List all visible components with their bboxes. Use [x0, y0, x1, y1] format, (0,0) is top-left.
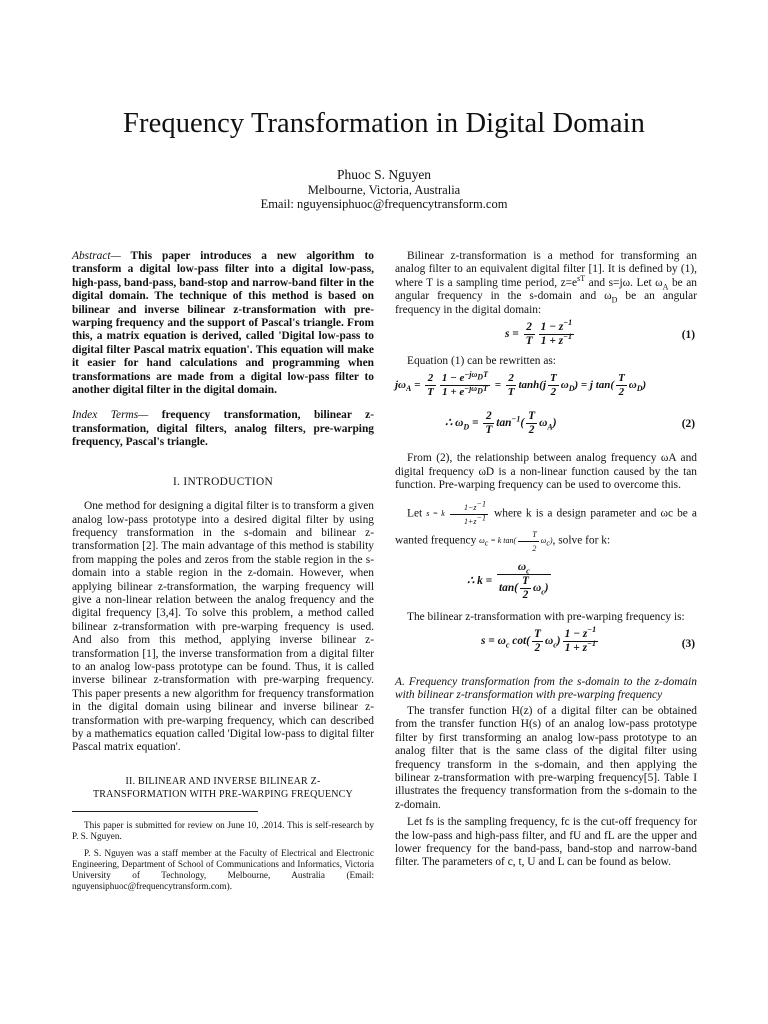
rewrite-label: Equation (1) can be rewritten as:	[407, 355, 556, 368]
equation-k: ∴ k = $\omega_c$ tan( $\frac{T}{2}$ $\omega_c$)	[467, 560, 549, 601]
transfer-function-paragraph: The transfer function H(z) of a digital filter can be obtained from the transfer function H(s) of an analog low-pass prototype filter by first transforming an analog low-pass prototype to an analog filter that is the same class of the digital filter using frequency transform in the s-domain, and then applying the bilinear z-transformation with pre-warping frequency[5]. Table I illustrates the frequency transformation from the s-domain to the z-domain.	[395, 704, 697, 811]
introduction-body: One method for designing a digital filter is to transform a given analog low-pass prototype into a desired digital filter by using frequency transformation in the s-domain and bilinear z-transformation [2]. The main advantage of this method is stability from mapping the poles and zeros from the stable region in the s-domain into a stable region in the z-domain. However, when applying bilinear z-transformation, the warping frequency will give a non-linear relation between the analog frequency and the digital frequency [3,4]. To solve this problem, a method called bilinear z-transformation with pre-warping frequency is used. And also from this method, applying inverse bilinear z-transformation [1], the inverse transformation from a digital filter to an analog low-pass prototype can be found. Thus, it is called inverse bilinear z-transformation with pre-warping frequency. This paper presents a new algorithm for frequency transformation in the digital domain using bilinear and inverse bilinear z-transformation with pre-warping frequency, which can described by a mathematics equation called 'Digital low-pass to digital filter Pascal matrix equation'.	[72, 500, 374, 754]
index-terms-lead: Index Terms—	[72, 409, 149, 422]
equation-1-number: (1)	[681, 329, 695, 342]
paper-title: Frequency Transformation in Digital Domain	[123, 108, 645, 139]
abstract-text: This paper introduces a new algorithm to transform a digital low-pass filter into a digital low-pass, high-pass, band-pass, band-stop and narrow-band filter in the digital domain. The technique of this method is based on bilinear and inverse bilinear z-transformation with pre-warping frequency and the support of Pascal's triangle. From this, a matrix equation is derived, called 'Digital low-pass to digital filter Pascal matrix equation'. This equation will make it easier for hand calculations and programming when transformations are made from a digital low-pass filter to another digital filter in the digital domain.	[72, 250, 374, 397]
subsection-heading-a: A. Frequency transformation from the s-domain to the z-domain with bilinear z-transformation with pre-warping frequency	[395, 676, 697, 702]
author-name: Phuoc S. Nguyen	[336, 167, 432, 182]
abstract	[72, 250, 374, 397]
author-affiliation: Melbourne, Victoria, Australia	[307, 183, 461, 197]
design-parameter-paragraph: Let s = k $\frac{1-z^{-1}}{1+z^{-1}}$ where k is a design parameter and ωc be a wanted frequency $\omega_c = k$ tan( $\frac{T}{2}$ $\omega_c$), solve for k:	[395, 499, 697, 553]
nonlinear-paragraph: From (2), the relationship between analog frequency ωA and digital frequency ωD is a non-linear function caused by the tan function. Pre-warping frequency can be used to overcome this.	[395, 452, 697, 492]
footnote-author: P. S. Nguyen was a staff member at the Faculty of Electrical and Electronic Engineering, Department of School of Communications and Informatics, Victoria University of Technology, Melbourne, Australia (Email: nguyensiphuoc@frequencytransform.com).	[72, 847, 374, 891]
index-terms	[72, 409, 374, 449]
equation-2-number: (2)	[681, 418, 695, 431]
equation-3-number: (3)	[681, 638, 695, 651]
section-heading-introduction: I. INTRODUCTION	[172, 475, 274, 488]
sampling-frequency-paragraph: Let fs is the sampling frequency, fc is the cut-off frequency for the low-pass and high-pass filter, and fU and fL are the upper and lower frequency for the band-pass, band-stop and narrow-band filter. The parameters of c, t, U and L can be found as below.	[395, 816, 697, 869]
footnote-review: This paper is submitted for review on June 10, .2014. This is self-research by P. S. Nguyen.	[72, 819, 374, 841]
abstract-lead: Abstract—	[72, 250, 121, 262]
equation-2a: $j\omega_A$ = $\frac{2}{T}$ $\frac{1 - e^{-j\omega_DT}}{1 + e^{-j\omega_DT}}$ = $\frac{2}{T}$ tanh(j $\frac{T}{2}$ $\omega_D) = j$ tan( $\frac{T}{2}$ $\omega_D$)	[395, 369, 647, 399]
right-column	[395, 250, 697, 870]
prewarp-label: The bilinear z-transformation with pre-warping frequency is:	[407, 610, 685, 623]
section-heading-bilinear: II. BILINEAR AND INVERSE BILINEAR Z-TRANSFORMATION WITH PRE-WARPING FREQUENCY	[93, 775, 353, 800]
equation-3: $s = \omega_c$ cot( $\frac{T}{2}$ $\omega_c$) $\frac{1 - z^{-1}}{1 + z^{-1}}$ (3)	[481, 625, 695, 655]
equation-2b: ∴ $\omega_D$ = $\frac{2}{T}$ $\tan^{-1}$( $\frac{T}{2}$ $\omega_A$) (2)	[445, 410, 695, 437]
equation-1: s = $\frac{2}{T}$ $\frac{1 - z^{-1}}{1 + z^{-1}}$ (1)	[505, 318, 695, 348]
author-email: Email: nguyensiphuoc@frequencytransform.com	[260, 197, 508, 211]
bilinear-intro-paragraph: Bilinear z-transformation is a method for transforming an analog filter to an equivalent digital filter [1]. It is defined by (1), where T is a sampling time period, $z=e^{sT}$ and s=jω. Let $\omega_A$ be an angular frequency in the s-domain and $\omega_D$ be an angular frequency in the digital domain:	[395, 250, 697, 316]
left-column	[72, 250, 374, 898]
footnote-divider	[72, 811, 258, 812]
index-terms-text: frequency transformation, bilinear z-transformation, digital filters, analog filters, pre-warping frequency, Pascal's triangle.	[72, 409, 374, 449]
